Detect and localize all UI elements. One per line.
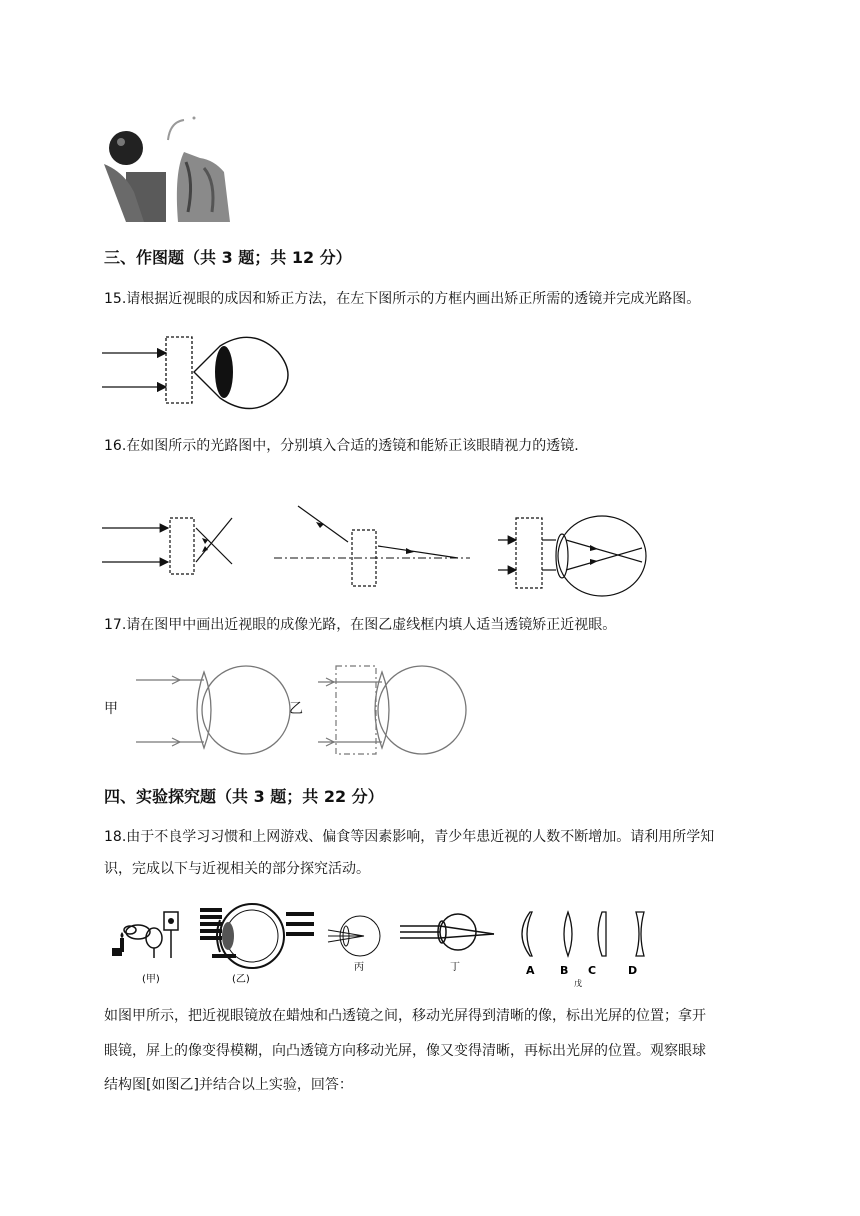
figure-yi-eye-structure [200, 904, 314, 968]
figure-ding-label: 丁 [450, 962, 460, 973]
figure-wu-label: 戊 [574, 979, 582, 988]
section-3-heading: 三、作图题（共 3 题；共 12 分） [104, 248, 352, 267]
experiment-figures [102, 902, 662, 986]
question-18-line-1: 18.由于不良学习习惯和上网游戏、偏食等因素影响，青少年患近视的人数不断增加。请利用所学知 [104, 829, 715, 845]
lens-label-b: B [560, 964, 569, 977]
eye-diagram-jia [130, 660, 290, 760]
eye-diagram-yi [318, 660, 470, 760]
lens-fill-diagram [102, 502, 650, 582]
figure-label-yi: 乙 [289, 701, 303, 717]
myopia-eye-diagram [102, 334, 294, 414]
lens-label-d: D [628, 964, 638, 977]
question-16-text: 16.在如图所示的光路图中，分别填入合适的透镜和能矫正该眼睛视力的透镜. [104, 438, 579, 454]
figure-bing-label: 丙 [354, 962, 364, 973]
lens-label-c: C [588, 964, 597, 977]
figure-yi-label: (乙) [232, 974, 250, 985]
ball-and-lens-photo [104, 112, 234, 224]
figure-label-jia: 甲 [104, 701, 118, 717]
question-18-paragraph-line-3: 结构图[如图乙]并结合以上实验，回答： [104, 1077, 353, 1093]
figure-bing-eye [328, 916, 380, 956]
question-17-text: 17.请在图甲中画出近视眼的成像光路，在图乙虚线框内填人适当透镜矫正近视眼。 [104, 617, 617, 633]
section-4-heading: 四、实验探究题（共 3 题；共 22 分） [104, 787, 384, 806]
lens-label-a: A [526, 964, 535, 977]
question-18-line-2: 识，完成以下与近视相关的部分探究活动。 [104, 861, 370, 877]
question-18-paragraph-line-2: 眼镜，屏上的像变得模糊，向凸透镜方向移动光屏，像又变得清晰，再标出光屏的位置。观察眼球 [104, 1043, 706, 1059]
figure-wu-lenses [522, 912, 644, 956]
question-18-paragraph-line-1: 如图甲所示，把近视眼镜放在蜡烛和凸透镜之间，移动光屏得到清晰的像，标出光屏的位置；拿开 [104, 1008, 706, 1024]
figure-ding-eye [400, 914, 494, 950]
figure-jia-label: (甲) [142, 974, 160, 985]
question-15-text: 15.请根据近视眼的成因和矫正方法，在左下图所示的方框内画出矫正所需的透镜并完成光路图。 [104, 291, 701, 307]
figure-jia-apparatus [112, 912, 178, 958]
